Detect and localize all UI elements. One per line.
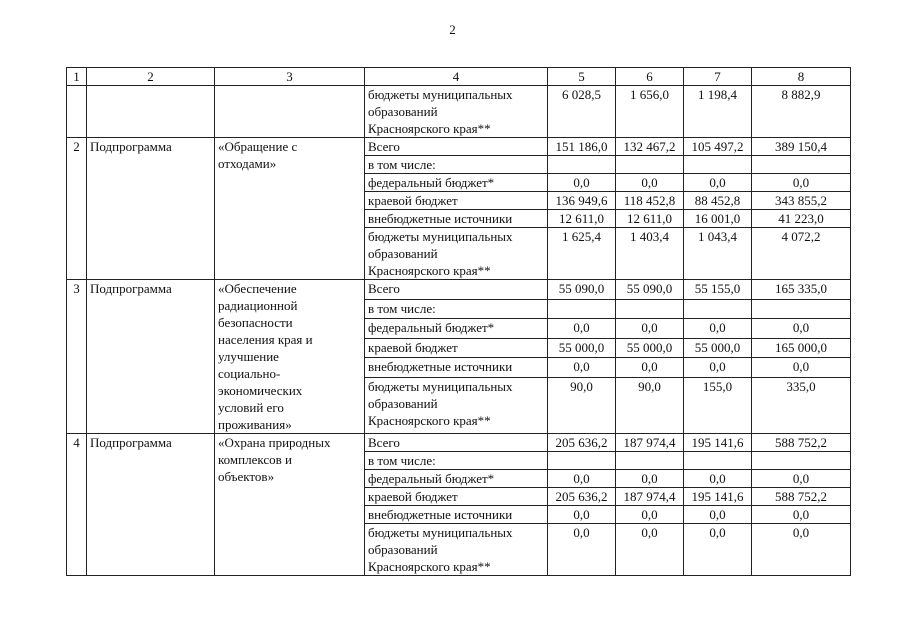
value-cell: 55 090,0 — [548, 280, 616, 300]
program-name-line: условий его — [218, 400, 284, 415]
value-cell — [548, 299, 616, 319]
value-cell: 0,0 — [548, 319, 616, 339]
program-number: 3 — [67, 280, 87, 434]
label-line: Красноярского края** — [368, 412, 491, 428]
value-cell — [752, 452, 851, 470]
value-cell: 90,0 — [616, 377, 684, 433]
label-line: бюджеты муниципальных — [368, 87, 513, 102]
value-cell: 12 611,0 — [548, 210, 616, 228]
value-cell: 0,0 — [616, 506, 684, 524]
value-cell: 41 223,0 — [752, 210, 851, 228]
table-row — [67, 434, 851, 452]
value-cell — [548, 156, 616, 174]
value-cell: 195 141,6 — [684, 434, 752, 452]
value-cell: 132 467,2 — [616, 138, 684, 156]
value-cell: 105 497,2 — [684, 138, 752, 156]
column-number: 5 — [548, 68, 616, 86]
empty-cell — [67, 86, 87, 138]
value-cell: 0,0 — [548, 174, 616, 192]
value-cell: 0,0 — [616, 319, 684, 339]
value-cell — [616, 299, 684, 319]
column-number-row — [67, 68, 851, 86]
program-name-line: радиационной — [218, 298, 298, 313]
column-number: 3 — [215, 68, 365, 86]
column-number: 1 — [67, 68, 87, 86]
value-cell: 0,0 — [684, 319, 752, 339]
value-cell: 6 028,5 — [548, 86, 616, 138]
value-cell: 187 974,4 — [616, 488, 684, 506]
source-label: краевой бюджет — [365, 192, 548, 210]
source-label: Всего — [365, 434, 548, 452]
source-label: федеральный бюджет* — [365, 470, 548, 488]
empty-cell — [215, 86, 365, 138]
value-cell: 205 636,2 — [548, 488, 616, 506]
value-cell: 0,0 — [752, 174, 851, 192]
label-line: бюджеты муниципальных — [368, 229, 513, 244]
value-cell: 0,0 — [752, 358, 851, 378]
value-cell: 187 974,4 — [616, 434, 684, 452]
value-cell — [616, 156, 684, 174]
column-number: 4 — [365, 68, 548, 86]
value-cell: 0,0 — [752, 524, 851, 576]
source-label — [365, 86, 548, 138]
source-label: в том числе: — [365, 299, 548, 319]
value-cell — [752, 299, 851, 319]
value-cell: 1 198,4 — [684, 86, 752, 138]
program-name-line: «Обеспечение — [218, 281, 297, 296]
value-cell: 0,0 — [616, 174, 684, 192]
value-cell: 1 043,4 — [684, 228, 752, 280]
value-cell: 165 000,0 — [752, 338, 851, 358]
label-line: Красноярского края** — [368, 121, 491, 136]
empty-cell — [87, 86, 215, 138]
source-label: внебюджетные источники — [365, 210, 548, 228]
table-row — [67, 280, 851, 300]
value-cell: 155,0 — [684, 377, 752, 433]
source-label: Всего — [365, 138, 548, 156]
program-name-line: объектов» — [218, 469, 275, 484]
budget-table — [66, 67, 851, 576]
column-number: 2 — [87, 68, 215, 86]
value-cell: 88 452,8 — [684, 192, 752, 210]
label-line: Красноярского края** — [368, 263, 491, 278]
program-name-line: проживания» — [218, 417, 292, 432]
value-cell: 0,0 — [684, 524, 752, 576]
source-label: краевой бюджет — [365, 488, 548, 506]
value-cell: 12 611,0 — [616, 210, 684, 228]
value-cell: 0,0 — [684, 358, 752, 378]
column-number: 7 — [684, 68, 752, 86]
value-cell — [752, 156, 851, 174]
value-cell: 0,0 — [684, 174, 752, 192]
value-cell — [684, 156, 752, 174]
program-name-line: экономических — [218, 383, 303, 398]
program-name-line: населения края и — [218, 332, 313, 347]
value-cell: 165 335,0 — [752, 280, 851, 300]
source-label: в том числе: — [365, 452, 548, 470]
value-cell: 136 949,6 — [548, 192, 616, 210]
label-line: образований — [368, 246, 438, 261]
column-number: 6 — [616, 68, 684, 86]
source-label: Всего — [365, 280, 548, 300]
source-label — [365, 228, 548, 280]
value-cell: 0,0 — [548, 506, 616, 524]
value-cell: 90,0 — [548, 377, 616, 433]
value-cell: 0,0 — [752, 506, 851, 524]
label-line: образований — [368, 542, 438, 557]
value-cell: 0,0 — [684, 506, 752, 524]
source-label — [365, 524, 548, 576]
program-name-line: «Обращение с — [218, 139, 298, 154]
value-cell: 0,0 — [548, 524, 616, 576]
program-name — [215, 434, 365, 576]
source-label: внебюджетные источники — [365, 506, 548, 524]
value-cell: 55 155,0 — [684, 280, 752, 300]
value-cell: 335,0 — [752, 377, 851, 433]
value-cell: 0,0 — [548, 358, 616, 378]
value-cell: 55 000,0 — [684, 338, 752, 358]
value-cell: 55 000,0 — [616, 338, 684, 358]
value-cell: 55 000,0 — [548, 338, 616, 358]
value-cell — [684, 452, 752, 470]
source-label: в том числе: — [365, 156, 548, 174]
value-cell: 4 072,2 — [752, 228, 851, 280]
source-label: внебюджетные источники — [365, 358, 548, 378]
value-cell: 16 001,0 — [684, 210, 752, 228]
source-label — [365, 377, 548, 433]
value-cell: 195 141,6 — [684, 488, 752, 506]
value-cell: 0,0 — [548, 470, 616, 488]
value-cell: 8 882,9 — [752, 86, 851, 138]
value-cell: 0,0 — [616, 470, 684, 488]
program-type: Подпрограмма — [87, 138, 215, 280]
label-line: образований — [368, 104, 438, 119]
value-cell: 205 636,2 — [548, 434, 616, 452]
program-name-line: улучшение — [218, 349, 279, 364]
source-label: краевой бюджет — [365, 338, 548, 358]
value-cell: 588 752,2 — [752, 434, 851, 452]
continuation-row — [67, 86, 851, 138]
program-name — [215, 280, 365, 434]
column-number: 8 — [752, 68, 851, 86]
value-cell: 0,0 — [616, 524, 684, 576]
page-number: 2 — [449, 22, 456, 37]
program-number: 2 — [67, 138, 87, 280]
source-label: федеральный бюджет* — [365, 319, 548, 339]
value-cell: 0,0 — [684, 470, 752, 488]
program-name — [215, 138, 365, 280]
source-label: федеральный бюджет* — [365, 174, 548, 192]
value-cell: 0,0 — [752, 470, 851, 488]
value-cell: 118 452,8 — [616, 192, 684, 210]
program-name-line: отходами» — [218, 156, 277, 171]
program-name-line: безопасности — [218, 315, 293, 330]
value-cell: 389 150,4 — [752, 138, 851, 156]
program-number: 4 — [67, 434, 87, 576]
value-cell — [616, 452, 684, 470]
label-line: образований — [368, 395, 438, 411]
value-cell: 0,0 — [752, 319, 851, 339]
value-cell: 1 625,4 — [548, 228, 616, 280]
table-body — [67, 68, 851, 576]
value-cell: 343 855,2 — [752, 192, 851, 210]
label-line: Красноярского края** — [368, 559, 491, 574]
value-cell: 0,0 — [616, 358, 684, 378]
program-type: Подпрограмма — [87, 434, 215, 576]
label-line: бюджеты муниципальных — [368, 378, 513, 394]
label-line: бюджеты муниципальных — [368, 525, 513, 540]
value-cell: 55 090,0 — [616, 280, 684, 300]
value-cell: 588 752,2 — [752, 488, 851, 506]
value-cell: 151 186,0 — [548, 138, 616, 156]
program-name-line: «Охрана природных — [218, 435, 331, 450]
value-cell: 1 656,0 — [616, 86, 684, 138]
value-cell: 1 403,4 — [616, 228, 684, 280]
program-name-line: социально- — [218, 366, 281, 381]
program-name-line: комплексов и — [218, 452, 292, 467]
table-row — [67, 138, 851, 156]
value-cell — [684, 299, 752, 319]
program-type: Подпрограмма — [87, 280, 215, 434]
value-cell — [548, 452, 616, 470]
